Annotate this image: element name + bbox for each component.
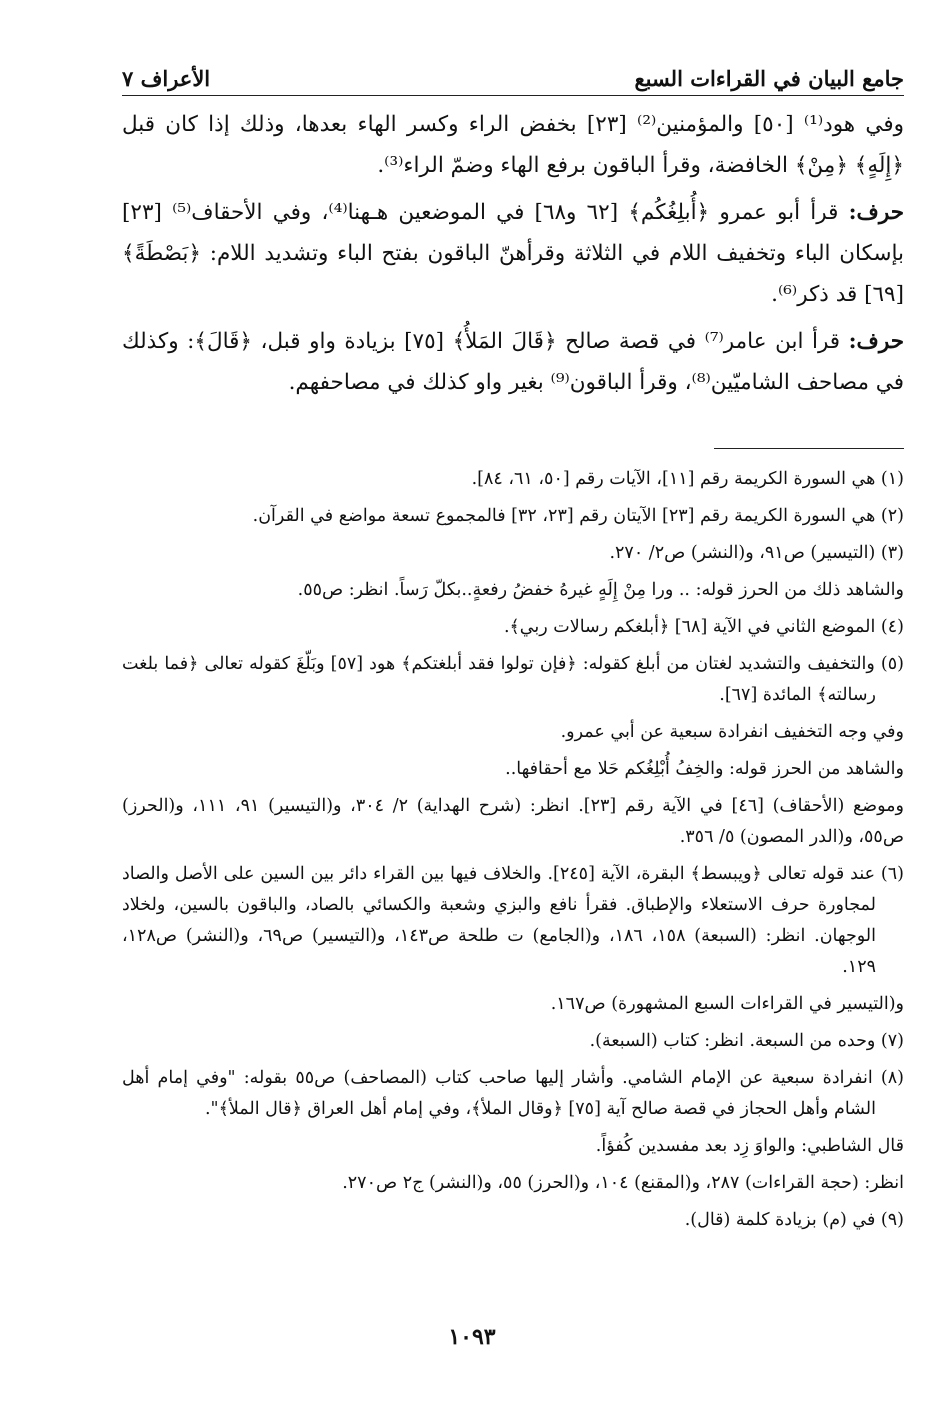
footnote: (٥) والتخفيف والتشديد لغتان من أبلغ كقوله: ﴿فإن تولوا فقد أبلغتكم﴾ هود [٥٧] وبَلّغَ كقوله تعالى ﴿فما بلغت رسالته﴾ المائدة [٦٧]. (122, 654, 904, 705)
footnote: (٤) الموضع الثاني في الآية [٦٨] ﴿أبلغكم رسالات ربي﴾. (503, 617, 904, 637)
footnote: (٧) وحده من السبعة. انظر: كتاب (السبعة). (589, 1031, 904, 1051)
page-number: ١٠٩٣ (448, 1324, 496, 1350)
paragraph-1: وفي هود⁽¹⁾ [٥٠] والمؤمنين⁽²⁾ [٢٣] بخفض الراء وكسر الهاء بعدها، وذلك إذا كان قبل ﴿إِلَهٍ﴾ ﴿مِنْ﴾ الخافضة، وقرأ الباقون برفع الهاء وضمّ الراء⁽³⁾. (122, 112, 904, 178)
footnote: وفي وجه التخفيف انفرادة سبعية عن أبي عمرو. (560, 722, 904, 742)
running-header (122, 54, 904, 96)
paragraph-3-text: قرأ ابن عامر⁽⁷⁾ في قصة صالح ﴿قَالَ المَلأُ﴾ [٧٥] بزيادة واو قبل، ﴿قَالَ﴾: وكذلك في مصاحف الشاميّين⁽⁸⁾، وقرأ الباقون⁽⁹⁾ بغير واو كذلك في مصاحفهم. (122, 329, 904, 395)
paragraph-3 (122, 321, 904, 403)
harf-label: حرف: (848, 200, 904, 225)
footnote: والشاهد ذلك من الحرز قوله: .. ورا مِنْ إِلَهٍ غيرهُ خفضُ رفعةٍ..بكلّ رَساً. انظر: ص٥٥. (297, 580, 904, 600)
footnotes (122, 464, 904, 1242)
footnote: (١) هي السورة الكريمة رقم [١١]، الآيات رقم [٥٠، ٦١، ٨٤]. (471, 469, 904, 489)
harf-label: حرف: (848, 329, 905, 354)
footnote-separator (714, 448, 904, 449)
book-title: جامع البيان في القراءات السبع (634, 66, 904, 91)
footnote: قال الشاطبي: والواوَ زِد بعد مفسدين كُفؤاً. (595, 1136, 904, 1156)
footnote: (٦) عند قوله تعالى ﴿ويبسط﴾ البقرة، الآية [٢٤٥]. والخلاف فيها بين القراء دائر بين السين على الأصل والصاد لمجاورة حرف الاستعلاء والإطباق. فقرأ نافع والبزي وشعبة والكسائي بالصاد، والباقون بالسين، ولخلاد الوجهان. انظر: (السبعة) ١٥٨، ١٨٦، و(الجامع) ت طلحة ص١٤٣، و(التيسير) ص٦٩، و(النشر) ص١٢٨، ١٢٩. (122, 864, 904, 977)
paragraph-2-text: قرأ أبو عمرو ﴿أُبلِغُكُم﴾ [٦٢ و٦٨] في الموضعين هـهنا⁽⁴⁾، وفي الأحقاف⁽⁵⁾ [٢٣] بإسكان الباء وتخفيف اللام في الثلاثة وقرأهنّ الباقون بفتح الباء وتشديد اللام: ﴿بَصْطَةً﴾ [٦٩] قد ذكر⁽⁶⁾. (122, 200, 904, 307)
footnote: انظر: (حجة القراءات) ٢٨٧، و(المقنع) ١٠٤، و(الحرز) ٥٥، و(النشر) ج٢ ص٢٧٠. (342, 1173, 904, 1193)
footnote: (٣) (التيسير) ص٩١، و(النشر) ص٢/ ٢٧٠. (609, 543, 904, 563)
footnote: والشاهد من الحرز قوله: والخِفُ أُبْلِغُكم حَلا مع أحقافها.. (505, 759, 904, 779)
footnote: و(التيسير في القراءات السبع المشهورة) ص١٦٧. (550, 994, 904, 1014)
paragraph-2 (122, 192, 904, 315)
footnote: (٨) انفرادة سبعية عن الإمام الشامي. وأشار إليها صاحب كتاب (المصاحف) ص٥٥ بقوله: "وفي إمام أهل الشام وأهل الحجاز في قصة صالح آية [٧٥] ﴿وقال الملأ﴾، وفي إمام أهل العراق ﴿قال الملأ﴾". (122, 1068, 904, 1119)
surah-label: الأعراف ٧ (122, 66, 211, 91)
footnote: وموضع (الأحقاف) [٤٦] في الآية رقم [٢٣]. انظر: (شرح الهداية) ٢/ ٣٠٤، و(التيسير) ٩١، ١١١، و(الحرز) ص٥٥، و(الدر المصون) ٥/ ٣٥٦. (122, 796, 904, 847)
footnote: (٢) هي السورة الكريمة رقم [٢٣] الآيتان رقم [٢٣، ٣٢] فالمجموع تسعة مواضع في القرآن. (252, 506, 904, 526)
main-text (122, 104, 904, 409)
footnote: (٩) في (م) بزيادة كلمة (قال). (684, 1210, 904, 1230)
